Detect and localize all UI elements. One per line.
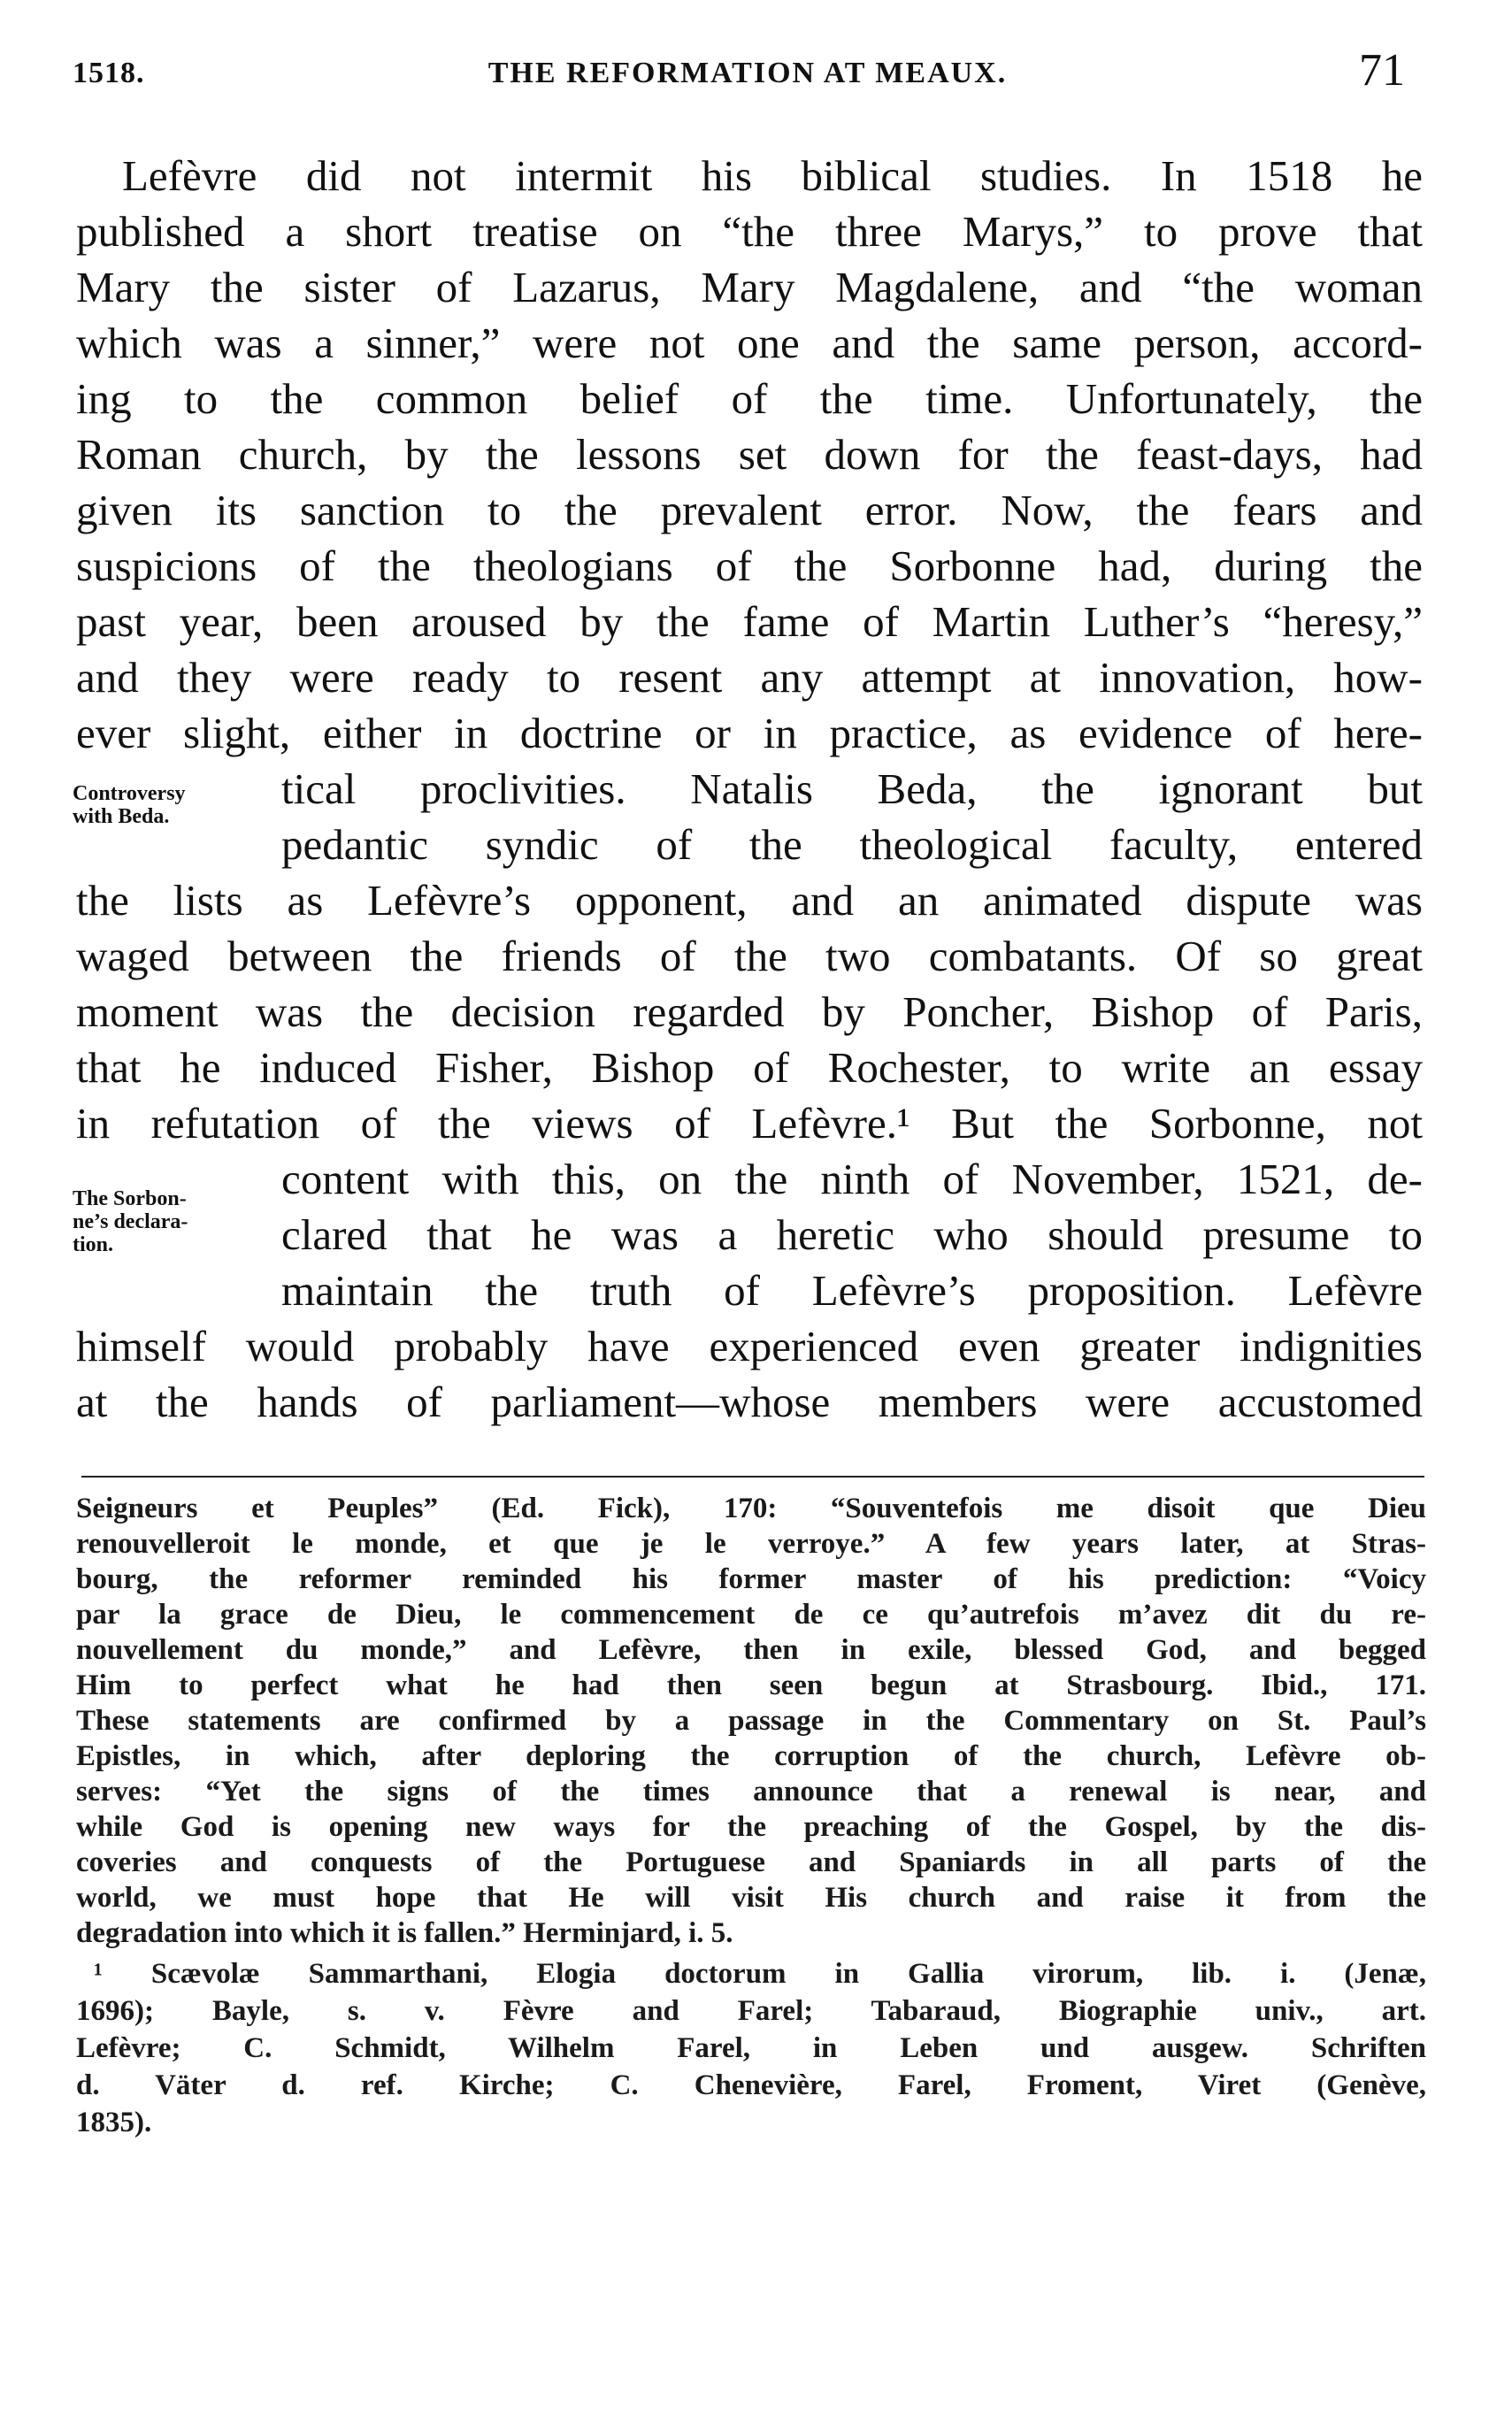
footnote-line: par la grace de Dieu, le commencement de ce qu’autrefois m’avez dit du re-	[76, 1599, 1426, 1631]
footnote-line: nouvellement du monde,” and Lefèvre, then in exile, blessed God, and begged	[76, 1634, 1426, 1666]
body-line: suspicions of the theologians of the Sorbonne had, during the	[76, 541, 1423, 590]
body-line: pedantic syndic of the theological faculty, entered	[281, 820, 1423, 869]
sidenote-line: Controversy	[73, 782, 186, 805]
footnote-line: serves: “Yet the signs of the times announce that a renewal is near, and	[76, 1776, 1426, 1808]
body-line: Lefèvre did not intermit his biblical studies. In 1518 he	[122, 151, 1423, 200]
footnote-line: bourg, the reformer reminded his former master of his prediction: “Voicy	[76, 1563, 1426, 1595]
body-line: tical proclivities. Natalis Beda, the ignorant but	[281, 764, 1423, 813]
sidenote-controversy	[73, 782, 186, 828]
footnote-line: 1835).	[76, 2107, 152, 2138]
header-year: 1518.	[73, 57, 145, 89]
sidenote-line: with Beda.	[73, 805, 170, 828]
body-line: that he induced Fisher, Bishop of Rochester, to write an essay	[76, 1043, 1423, 1092]
body-line: content with this, on the ninth of November, 1521, de-	[281, 1155, 1423, 1203]
footnote-line: Epistles, in which, after deploring the corruption of the church, Lefèvre ob-	[76, 1740, 1426, 1772]
sidenote-line: The Sorbon-	[73, 1187, 187, 1210]
footnote-line: Him to perfect what he had then seen begun at Strasbourg. Ibid., 171.	[76, 1670, 1426, 1701]
footnote-line: Seigneurs et Peuples” (Ed. Fick), 170: “Souventefois me disoit que Dieu	[76, 1493, 1426, 1524]
header-title: THE REFORMATION AT MEAUX.	[487, 57, 1008, 89]
body-line: given its sanction to the prevalent error. Now, the fears and	[76, 486, 1423, 534]
footnote-line: ¹ Scævolæ Sammarthani, Elogia doctorum in Gallia virorum, lib. i. (Jenæ,	[94, 1958, 1426, 1990]
footnote-line: 1696); Bayle, s. v. Fèvre and Farel; Tabaraud, Biographie univ., art.	[76, 1995, 1426, 2027]
body-line: moment was the decision regarded by Poncher, Bishop of Paris,	[76, 987, 1423, 1036]
footnote-line: d. Väter d. ref. Kirche; C. Chenevière, Farel, Froment, Viret (Genève,	[76, 2069, 1426, 2101]
footnote-line: These statements are confirmed by a passage in the Commentary on St. Paul’s	[76, 1705, 1426, 1737]
body-line: in refutation of the views of Lefèvre.¹ But the Sorbonne, not	[76, 1099, 1423, 1148]
body-line: ing to the common belief of the time. Unfortunately, the	[76, 374, 1423, 423]
body-line: the lists as Lefèvre’s opponent, and an animated dispute was	[76, 876, 1423, 925]
footnote-line: renouvelleroit le monde, et que je le verroye.” A few years later, at Stras-	[76, 1528, 1426, 1560]
body-line: himself would probably have experienced even greater indignities	[76, 1322, 1423, 1370]
body-line: maintain the truth of Lefèvre’s proposition. Lefèvre	[281, 1266, 1423, 1315]
body-line: at the hands of parliament—whose members were accustomed	[76, 1378, 1423, 1426]
running-header	[73, 44, 1423, 106]
body-line: Roman church, by the lessons set down for the feast-days, had	[76, 430, 1423, 479]
body-line: which was a sinner,” were not one and the same person, accord-	[76, 319, 1423, 367]
footnote-line: while God is opening new ways for the preaching of the Gospel, by the dis-	[76, 1811, 1426, 1843]
footnote-line: Lefèvre; C. Schmidt, Wilhelm Farel, in Leben und ausgew. Schriften	[76, 2032, 1426, 2064]
body-line: published a short treatise on “the three Marys,” to prove that	[76, 207, 1423, 256]
body-line: Mary the sister of Lazarus, Mary Magdalene, and “the woman	[76, 263, 1423, 311]
sidenote-line: tion.	[73, 1233, 114, 1256]
body-line: clared that he was a heretic who should presume to	[281, 1210, 1423, 1259]
body-line: past year, been aroused by the fame of Martin Luther’s “heresy,”	[76, 597, 1423, 646]
sidenote-line: ne’s declara-	[73, 1210, 188, 1233]
sidenote-declaration	[73, 1187, 188, 1256]
footnote-line: world, we must hope that He will visit His church and raise it from the	[76, 1882, 1426, 1914]
page-number: 71	[1359, 45, 1405, 96]
footnote-line: degradation into which it is fallen.” Herminjard, i. 5.	[76, 1917, 733, 1949]
body-line: waged between the friends of the two combatants. Of so great	[76, 932, 1423, 980]
body-line: ever slight, either in doctrine or in practice, as evidence of here-	[76, 709, 1423, 757]
footnote-rule	[81, 1476, 1424, 1478]
footnote-line: coveries and conquests of the Portuguese and Spaniards in all parts of the	[76, 1846, 1426, 1878]
body-line: and they were ready to resent any attempt at innovation, how-	[76, 653, 1423, 702]
